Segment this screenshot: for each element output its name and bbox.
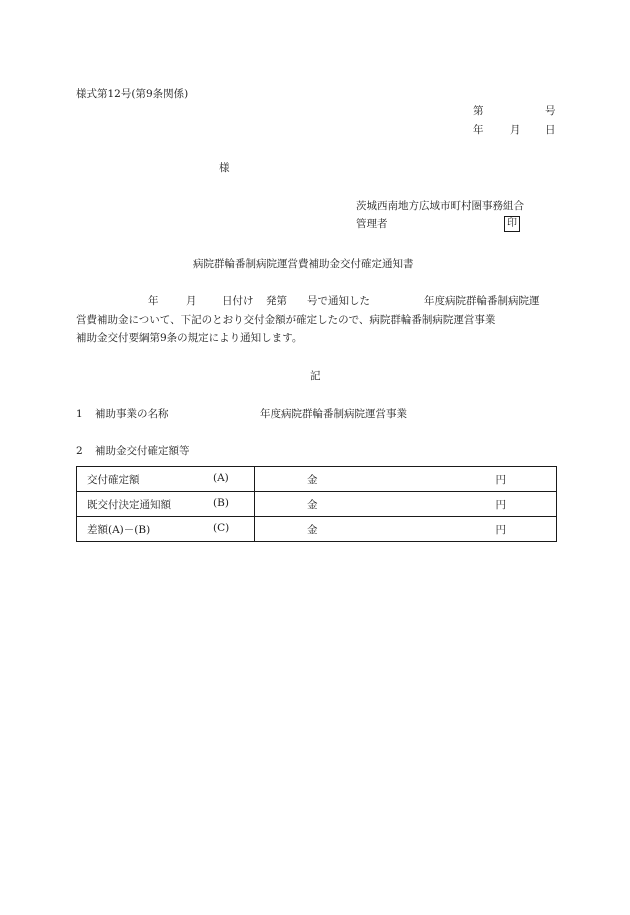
body-day-dated: 日付け: [222, 295, 254, 307]
body-number-notified: 号で通知した: [307, 295, 370, 307]
table-row: [77, 492, 557, 517]
row-amount-cell: [255, 467, 557, 492]
row-yen: 円: [495, 524, 506, 536]
amounts-table: [76, 466, 557, 542]
row-kin: 金: [307, 524, 318, 536]
row-symbol: (A): [213, 472, 229, 484]
row-yen: 円: [495, 499, 506, 511]
date-day: 日: [545, 124, 556, 136]
body-fiscal-year-program: 年度病院群輪番制病院運: [424, 295, 540, 307]
row-label: 既交付決定通知額: [87, 499, 171, 511]
table-row: [77, 467, 557, 492]
table-row: [77, 517, 557, 542]
seal-mark: 印: [504, 216, 520, 232]
addressee-suffix: 様: [219, 162, 230, 174]
item-2-label: 補助金交付確定額等: [95, 445, 190, 457]
document-title: 病院群輪番制病院運営費補助金交付確定通知書: [193, 258, 414, 270]
row-kin: 金: [307, 474, 318, 486]
doc-number-prefix: 第: [473, 105, 484, 117]
body-line-3: 補助金交付要綱第9条の規定により通知します。: [76, 332, 303, 344]
row-symbol: (C): [213, 522, 230, 534]
row-label-cell: [77, 492, 255, 517]
item-2-number: 2: [76, 445, 83, 457]
form-number: 様式第12号(第9条関係): [76, 88, 189, 100]
row-yen: 円: [495, 474, 506, 486]
row-symbol: (B): [213, 497, 229, 509]
doc-number-suffix: 号: [545, 105, 556, 117]
date-year: 年: [473, 124, 484, 136]
row-kin: 金: [307, 499, 318, 511]
item-1-label: 補助事業の名称: [95, 408, 169, 420]
body-issue: 発第: [266, 295, 287, 307]
item-1-number: 1: [76, 408, 83, 420]
item-1-value: 年度病院群輪番制病院運営事業: [260, 408, 407, 420]
row-label: 交付確定額: [87, 474, 140, 486]
row-amount-cell: [255, 492, 557, 517]
row-label: 差額(A)－(B): [87, 524, 151, 536]
body-month: 月: [186, 295, 197, 307]
body-year: 年: [148, 295, 159, 307]
ki-heading: 記: [310, 370, 321, 382]
issuer-organization: 茨城西南地方広域市町村圏事務組合: [356, 200, 524, 212]
issuer-title: 管理者: [356, 218, 388, 230]
row-amount-cell: [255, 517, 557, 542]
row-label-cell: [77, 467, 255, 492]
body-line-2: 営費補助金について、下記のとおり交付金額が確定したので、病院群輪番制病院運営事業: [76, 314, 496, 326]
date-month: 月: [510, 124, 521, 136]
row-label-cell: [77, 517, 255, 542]
